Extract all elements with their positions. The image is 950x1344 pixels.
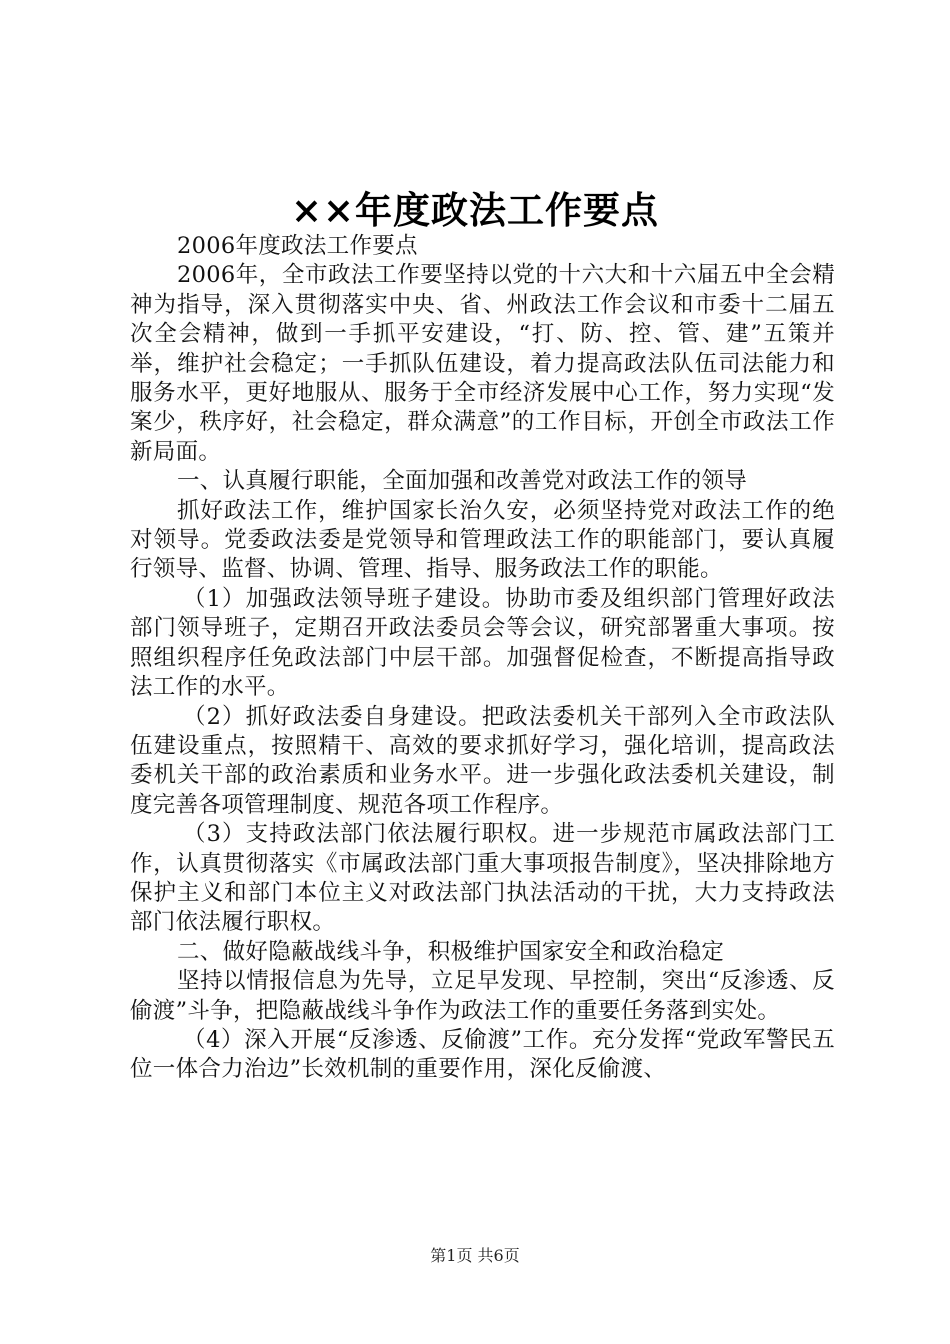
paragraph-intro: 2006年，全市政法工作要坚持以党的十六大和十六届五中全会精神为指导，深入贯彻落实中央、省、州政法工作会议和市委十二届五次全会精神，做到一手抓平安建设，“打、防、控、管、建”五策并举，维护社会稳定；一手抓队伍建设，着力提高政法队伍司法能力和服务水平，更好地服从、服务于全市经济发展中心工作，努力实现“发案少，秩序好，社会稳定，群众满意”的工作目标，开创全市政法工作新局面。: [130, 262, 835, 465]
paragraph-item-3: （3）支持政法部门依法履行职权。进一步规范市属政法部门工作，认真贯彻落实《市属政法部门重大事项报告制度》，坚决排除地方保护主义和部门本位主义对政法部门执法活动的干扰，大力支持政法部门依法履行职权。: [130, 821, 835, 936]
section-heading-2: 二、做好隐蔽战线斗争，积极维护国家安全和政治稳定: [177, 938, 725, 965]
document-title: ××年度政法工作要点: [290, 188, 659, 232]
paragraph-item-2: （2）抓好政法委自身建设。把政法委机关干部列入全市政法队伍建设重点，按照精干、高效的要求抓好学习，强化培训，提高政法委机关干部的政治素质和业务水平。进一步强化政法委机关建设，制度完善各项管理制度、规范各项工作程序。: [130, 703, 835, 818]
paragraph: 坚持以情报信息为先导，立足早发现、早控制，突出“反渗透、反偷渡”斗争，把隐蔽战线斗争作为政法工作的重要任务落到实处。: [130, 968, 835, 1024]
paragraph-subtitle: 2006年度政法工作要点: [177, 233, 418, 259]
paragraph: 抓好政法工作，维护国家长治久安，必须坚持党对政法工作的绝对领导。党委政法委是党领导和管理政法工作的职能部门，要认真履行领导、监督、协调、管理、指导、服务政法工作的职能。: [130, 497, 835, 583]
paragraph-item-1: （1）加强政法领导班子建设。协助市委及组织部门管理好政法部门领导班子，定期召开政法委员会等会议，研究部署重大事项。按照组织程序任免政法部门中层干部。加强督促检查，不断提高指导政法工作的水平。: [130, 585, 835, 701]
document-body: [130, 232, 835, 1085]
paragraph-item-4: （4）深入开展“反渗透、反偷渡”工作。充分发挥“党政军警民五位一体合力治边”长效机制的重要作用，深化反偷渡、: [130, 1026, 835, 1083]
section-heading-1: 一、认真履行职能，全面加强和改善党对政法工作的领导: [177, 468, 748, 495]
page-number-footer: 第1页 共6页: [430, 1246, 520, 1265]
